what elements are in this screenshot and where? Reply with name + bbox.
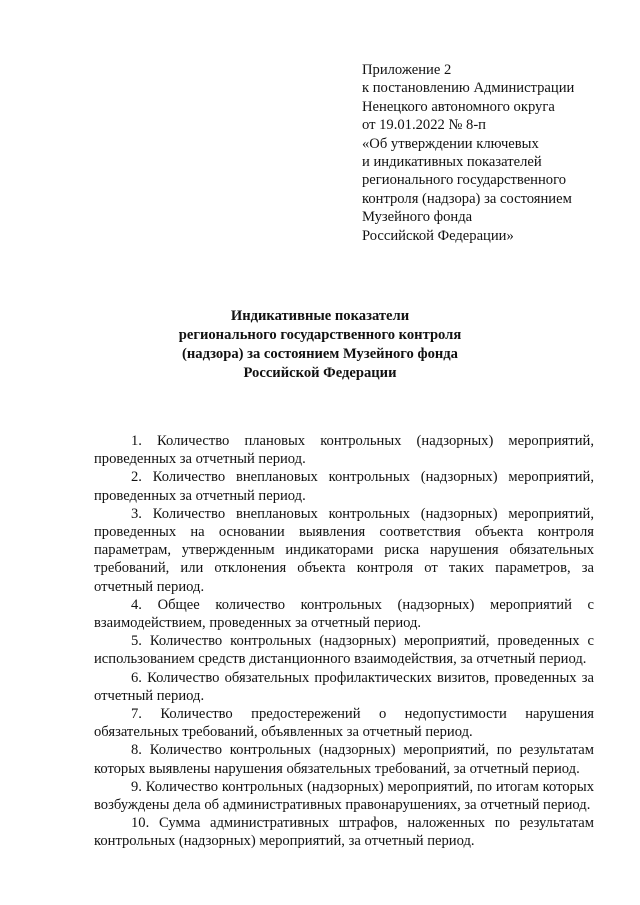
appendix-line: к постановлению Администрации	[362, 80, 575, 97]
title-line: Российской Федерации	[243, 365, 397, 381]
indicator-list	[94, 432, 594, 851]
indicator-item: 5. Количество контрольных (надзорных) мероприятий, проведенных с использованием средств дистанционного взаимодействия, за отчетный период.	[94, 633, 594, 668]
appendix-line: Музейного фонда	[362, 209, 473, 226]
indicator-item: 4. Общее количество контрольных (надзорных) мероприятий с взаимодействием, проведенных за отчетный период.	[94, 596, 594, 632]
appendix-line: «Об утверждении ключевых	[362, 135, 539, 152]
appendix-line: Российской Федерации»	[362, 227, 514, 244]
title-line: регионального государственного контроля	[178, 327, 462, 343]
appendix-line: контроля (надзора) за состоянием	[362, 190, 572, 207]
appendix-line: от 19.01.2022 № 8-п	[362, 117, 486, 134]
appendix-line: и индикативных показателей	[362, 154, 542, 171]
appendix-line: регионального государственного	[362, 172, 567, 189]
indicator-item: 9. Количество контрольных (надзорных) мероприятий, по итогам которых возбуждены дела об административных правонарушениях, за отчетный период.	[94, 778, 594, 814]
indicator-item: 2. Количество внеплановых контрольных (надзорных) мероприятий, проведенных за отчетный период.	[94, 469, 594, 504]
title-line: (надзора) за состоянием Музейного фонда	[182, 346, 458, 362]
title-line: Индикативные показатели	[230, 308, 410, 324]
appendix-line: Ненецкого автономного округа	[362, 98, 555, 115]
indicator-item: 10. Сумма административных штрафов, наложенных по результатам контрольных (надзорных) мероприятий, за отчетный период.	[94, 815, 594, 850]
indicator-item: 6. Количество обязательных профилактических визитов, проведенных за отчетный период.	[94, 669, 594, 704]
indicator-item: 8. Количество контрольных (надзорных) мероприятий, по результатам которых выявлены нарушения обязательных требований, за отчетный период.	[94, 742, 594, 777]
indicator-item: 3. Количество внеплановых контрольных (надзорных) мероприятий, проведенных на основании выявления соответствия объекта контроля параметрам, утвержденным индикаторами риска нарушения обязательных требований, или отклонения объекта контроля от таких параметров, за отчетный период.	[94, 505, 594, 595]
appendix-block	[362, 61, 622, 245]
document-title	[150, 307, 490, 383]
indicator-item: 1. Количество плановых контрольных (надзорных) мероприятий, проведенных за отчетный период.	[94, 433, 594, 468]
appendix-line: Приложение 2	[362, 62, 452, 78]
indicator-item: 7. Количество предостережений о недопустимости нарушения обязательных требований, объявленных за отчетный период.	[94, 706, 594, 741]
